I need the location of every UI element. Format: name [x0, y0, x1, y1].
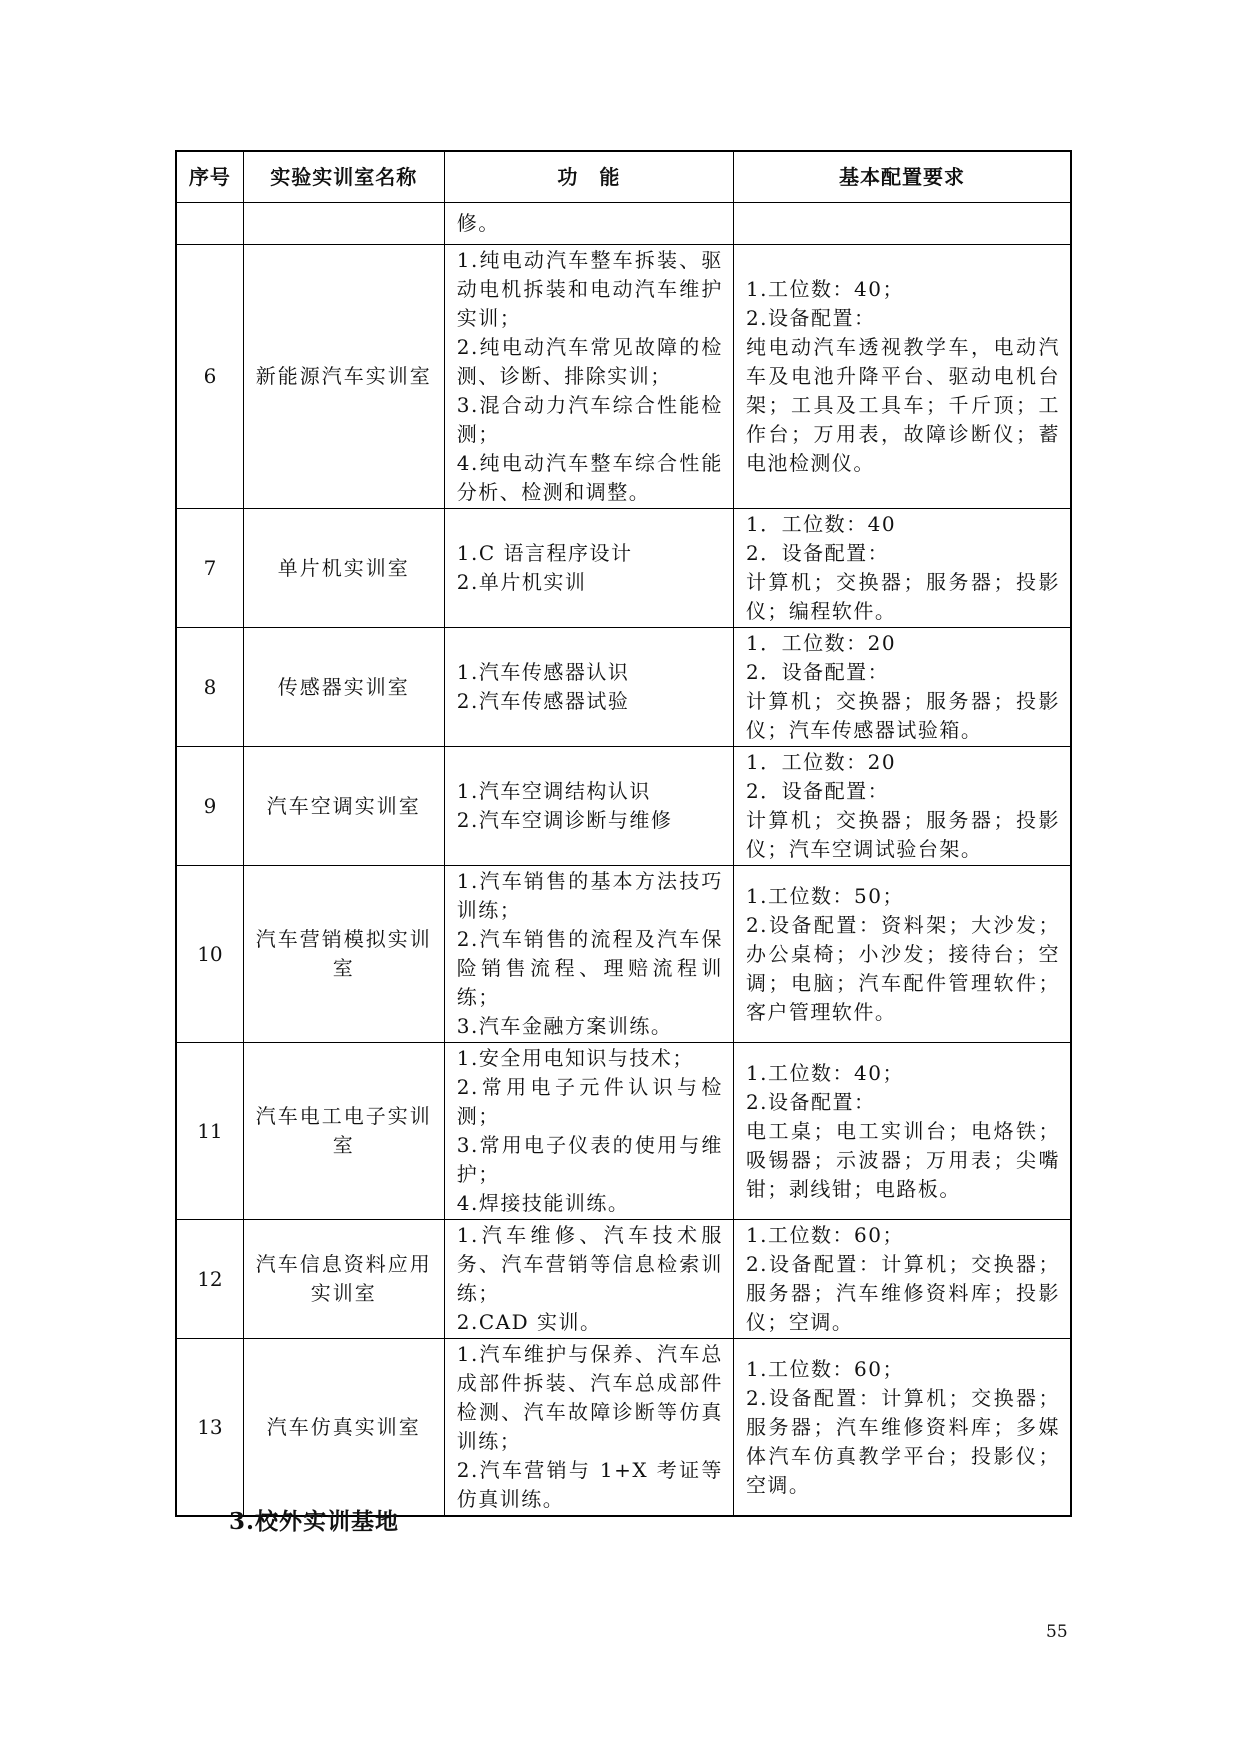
table-header: [176, 151, 1071, 203]
function-line: 1.纯电动汽车整车拆装、驱动电机拆装和电动汽车维护实训；: [456, 248, 723, 330]
room-name: 新能源汽车实训室: [243, 245, 444, 509]
table-row: [176, 628, 1071, 747]
row-number: [176, 203, 243, 245]
row-number: 12: [176, 1220, 243, 1339]
requirement-line: 2.设备配置：: [745, 1089, 876, 1114]
room-function: [444, 628, 733, 747]
requirement-line: 2.设备配置：资料架；大沙发；办公桌椅；小沙发；接待台；空调；电脑；汽车配件管理软件；客户管理软件。: [745, 912, 1060, 1024]
requirement-line: 1.工位数：50；: [745, 883, 904, 908]
room-function: [444, 245, 733, 509]
row-number: 6: [176, 245, 243, 509]
header-number: 序号: [176, 151, 243, 203]
room-name: 汽车电工电子实训室: [243, 1043, 444, 1220]
function-line: 1.汽车销售的基本方法技巧训练；: [456, 869, 723, 922]
requirement-line: 1．工位数：20: [745, 750, 897, 774]
row-number: 10: [176, 866, 243, 1043]
row-number: 9: [176, 747, 243, 866]
room-requirements: [733, 1043, 1071, 1220]
room-requirements: [733, 1220, 1071, 1339]
header-function: 功 能: [444, 151, 733, 203]
room-function: [444, 866, 733, 1043]
requirement-line: 1.工位数：40；: [745, 277, 904, 301]
requirement-line: 计算机；交换器；服务器；投影仪；汽车传感器试验箱。: [745, 689, 1060, 742]
room-requirements: [733, 203, 1071, 245]
table-row: [176, 1339, 1071, 1517]
row-number: 7: [176, 509, 243, 628]
row-number: 13: [176, 1339, 243, 1517]
requirement-line: 电工桌；电工实训台；电烙铁；吸锡器；示波器；万用表；尖嘴钳；剥线钳；电路板。: [745, 1118, 1060, 1201]
table-row: [176, 866, 1071, 1043]
requirement-line: 2．设备配置：: [745, 541, 890, 565]
room-function: [444, 1339, 733, 1517]
requirement-line: 1．工位数：40: [745, 512, 897, 536]
function-line: 2.汽车传感器试验: [456, 689, 630, 713]
function-line: 4.焊接技能训练。: [456, 1191, 630, 1215]
room-requirements: [733, 747, 1071, 866]
function-line: 2.常用电子元件认识与检测；: [456, 1075, 723, 1128]
room-name: 单片机实训室: [243, 509, 444, 628]
room-function: [444, 509, 733, 628]
function-line: 1.C 语言程序设计: [456, 541, 633, 565]
requirement-line: 1．工位数：20: [745, 631, 897, 655]
function-line: 2.汽车空调诊断与维修: [456, 808, 673, 832]
function-line: 2.CAD 实训。: [456, 1310, 602, 1334]
function-line: 2.汽车营销与 1+X 考证等仿真训练。: [456, 1458, 723, 1511]
room-name: 汽车空调实训室: [243, 747, 444, 866]
table-row: [176, 509, 1071, 628]
function-line: 1.汽车空调结构认识: [456, 779, 651, 803]
room-function: [444, 1043, 733, 1220]
function-line: 修。: [456, 211, 500, 235]
table-row: [176, 245, 1071, 509]
room-function: [444, 203, 733, 245]
room-requirements: [733, 866, 1071, 1043]
training-room-table: [175, 150, 1072, 1517]
table-row: [176, 1220, 1071, 1339]
header-requirements: 基本配置要求: [733, 151, 1071, 203]
requirement-line: 2．设备配置：: [745, 660, 890, 684]
function-line: 1.安全用电知识与技术；: [456, 1046, 694, 1070]
function-line: 4.纯电动汽车整车综合性能分析、检测和调整。: [456, 451, 723, 504]
function-line: 2.单片机实训: [456, 570, 587, 594]
room-function: [444, 1220, 733, 1339]
function-line: 3.汽车金融方案训练。: [456, 1014, 673, 1038]
requirement-line: 计算机；交换器；服务器；投影仪；编程软件。: [745, 570, 1060, 623]
room-requirements: [733, 1339, 1071, 1517]
room-name: 汽车营销模拟实训室: [243, 866, 444, 1043]
header-room-name: 实验实训室名称: [243, 151, 444, 203]
requirement-line: 计算机；交换器；服务器；投影仪；汽车空调试验台架。: [745, 808, 1060, 861]
function-line: 2.纯电动汽车常见故障的检测、诊断、排除实训；: [456, 335, 723, 388]
room-requirements: [733, 628, 1071, 747]
room-name: 汽车仿真实训室: [243, 1339, 444, 1517]
requirement-line: 2.设备配置：计算机；交换器；服务器；汽车维修资料库；投影仪；空调。: [745, 1252, 1060, 1334]
row-number: 8: [176, 628, 243, 747]
function-line: 3.常用电子仪表的使用与维护；: [456, 1133, 723, 1186]
requirement-line: 2.设备配置：计算机；交换器；服务器；汽车维修资料库；多媒体汽车仿真教学平台；投影仪；空调。: [745, 1385, 1060, 1497]
room-name: 汽车信息资料应用实训室: [243, 1220, 444, 1339]
requirement-line: 2．设备配置：: [745, 779, 890, 803]
requirement-line: 纯电动汽车透视教学车，电动汽车及电池升降平台、驱动电机台架；工具及工具车；千斤顶；工作台；万用表，故障诊断仪；蓄电池检测仪。: [745, 335, 1060, 475]
function-line: 1.汽车维护与保养、汽车总成部件拆装、汽车总成部件检测、汽车故障诊断等仿真训练；: [456, 1342, 723, 1453]
function-line: 1.汽车传感器认识: [456, 660, 630, 684]
function-line: 3.混合动力汽车综合性能检测；: [456, 393, 723, 446]
table-row: [176, 747, 1071, 866]
requirement-line: 2.设备配置：: [745, 306, 876, 330]
section-heading: 3.校外实训基地: [229, 1508, 400, 1535]
function-line: 1.汽车维修、汽车技术服务、汽车营销等信息检索训练；: [456, 1223, 723, 1305]
table-body: [176, 203, 1071, 1517]
room-requirements: [733, 245, 1071, 509]
row-number: 11: [176, 1043, 243, 1220]
requirement-line: 1.工位数：60；: [745, 1356, 904, 1381]
page-number: 55: [1046, 1622, 1068, 1642]
requirement-line: 1.工位数：60；: [745, 1223, 904, 1247]
room-requirements: [733, 509, 1071, 628]
function-line: 2.汽车销售的流程及汽车保险销售流程、理赔流程训练；: [456, 927, 723, 1009]
requirement-line: 1.工位数：40；: [745, 1060, 904, 1085]
table-header-row: [176, 151, 1071, 203]
room-function: [444, 747, 733, 866]
table-row: [176, 203, 1071, 245]
room-name: 传感器实训室: [243, 628, 444, 747]
room-name: [243, 203, 444, 245]
table-row: [176, 1043, 1071, 1220]
